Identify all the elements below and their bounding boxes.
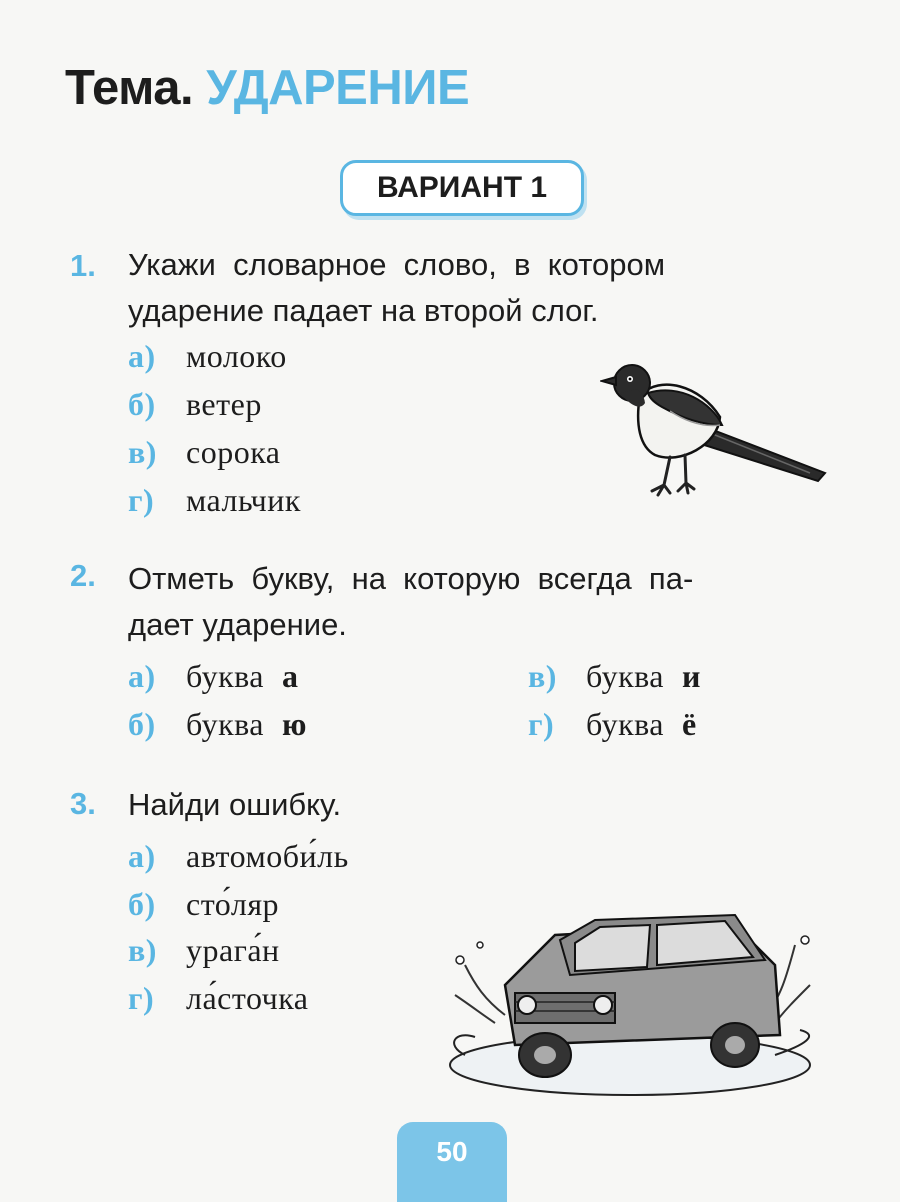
q1-option-d[interactable]: [128, 482, 301, 519]
question-3-number: 3.: [70, 786, 96, 821]
q1-option-a[interactable]: [128, 338, 287, 375]
option-letter: а: [282, 658, 299, 694]
option-letter: ю: [282, 706, 307, 742]
option-text: сорока: [186, 434, 281, 470]
option-label: а): [128, 658, 156, 694]
option-label: в): [528, 658, 557, 694]
option-text: буква: [186, 706, 264, 742]
option-label: в): [128, 932, 157, 968]
q2-option-a[interactable]: [128, 658, 299, 695]
car-in-puddle-illustration: [435, 905, 835, 1105]
q1-option-c[interactable]: [128, 434, 280, 471]
question-3-line1: Найди ошибку.: [128, 787, 342, 822]
option-label: в): [128, 434, 157, 470]
option-text: урага́н: [186, 932, 280, 968]
option-text: мальчик: [186, 482, 301, 518]
option-text: буква: [586, 658, 664, 694]
option-label: б): [128, 886, 156, 922]
option-label: а): [128, 838, 156, 874]
question-1-line2: ударение падает на второй слог.: [128, 293, 599, 328]
option-text: ветер: [186, 386, 262, 422]
q1-option-b[interactable]: [128, 386, 262, 423]
question-2-text: [128, 556, 858, 648]
question-2-line1: Отметь букву, на которую всегда па-: [128, 561, 694, 596]
page-title: [65, 58, 469, 118]
option-letter: ё: [682, 706, 697, 742]
page-number: 50: [397, 1122, 507, 1202]
q2-option-c[interactable]: [528, 658, 701, 695]
option-letter: и: [682, 658, 701, 694]
option-text: сто́ляр: [186, 886, 280, 922]
option-label: а): [128, 338, 156, 374]
q2-option-d[interactable]: [528, 706, 697, 743]
option-label: г): [128, 980, 155, 1016]
option-text: буква: [186, 658, 264, 694]
q3-option-b[interactable]: [128, 886, 279, 923]
question-3-text: [128, 782, 858, 828]
question-1-number: 1.: [70, 248, 96, 283]
option-text: молоко: [186, 338, 287, 374]
option-label: б): [128, 386, 156, 422]
magpie-illustration: [600, 355, 830, 505]
variant-badge: ВАРИАНТ 1: [340, 160, 584, 216]
q3-option-a[interactable]: [128, 838, 349, 875]
option-label: г): [528, 706, 555, 742]
question-1-line1: Укажи словарное слово, в котором: [128, 247, 666, 282]
question-1-text: [128, 242, 858, 334]
option-label: б): [128, 706, 156, 742]
option-label: г): [128, 482, 155, 518]
option-text: автомоби́ль: [186, 838, 349, 874]
q3-option-d[interactable]: [128, 980, 308, 1017]
option-text: буква: [586, 706, 664, 742]
option-text: ла́сточка: [186, 980, 309, 1016]
question-2-line2: дает ударение.: [128, 607, 347, 642]
question-2-number: 2.: [70, 558, 96, 593]
q2-option-b[interactable]: [128, 706, 307, 743]
q3-option-c[interactable]: [128, 932, 280, 969]
title-topic: УДАРЕНИЕ: [206, 61, 470, 115]
title-prefix: Тема.: [65, 61, 194, 115]
